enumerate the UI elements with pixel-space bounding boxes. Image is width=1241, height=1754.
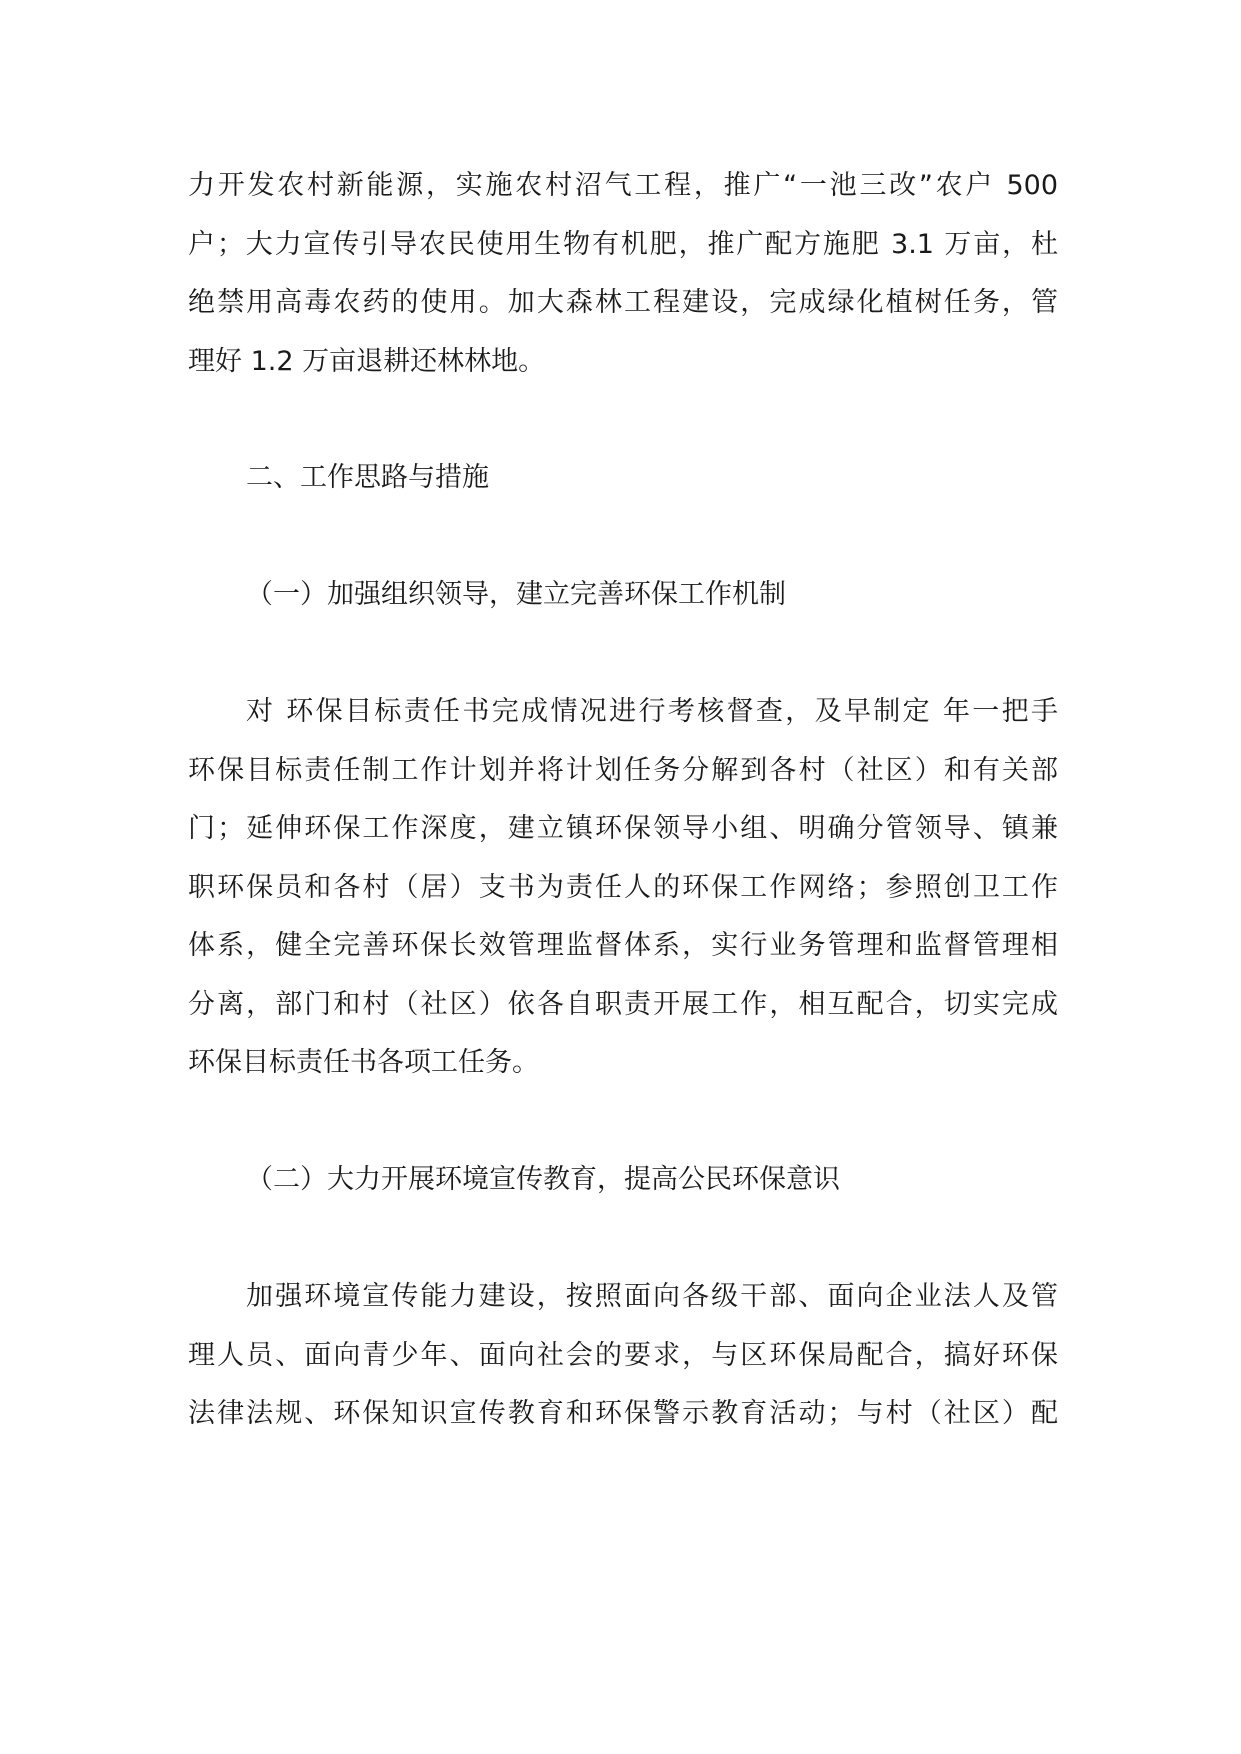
paragraph-line: 职环保员和各村（居）支书为责任人的环保工作网络；参照创卫工作: [188, 872, 1058, 903]
paragraph-line: 法律法规、环保知识宣传教育和环保警示教育活动；与村（社区）配: [188, 1398, 1058, 1429]
paragraph-line: 绝禁用高毒农药的使用。加大森林工程建设，完成绿化植树任务，管: [188, 287, 1058, 318]
paragraph-line: 理人员、面向青少年、面向社会的要求，与区环保局配合，搞好环保: [188, 1340, 1058, 1371]
paragraph-line: 对 环保目标责任书完成情况进行考核督查，及早制定 年一把手: [246, 696, 1058, 727]
paragraph-line: 体系，健全完善环保长效管理监督体系，实行业务管理和监督管理相: [188, 930, 1058, 961]
paragraph-line: 环保目标责任制工作计划并将计划任务分解到各村（社区）和有关部: [188, 755, 1058, 786]
paragraph-line: 环保目标责任书各项工任务。: [188, 1047, 539, 1078]
paragraph-line: 加强环境宣传能力建设，按照面向各级干部、面向企业法人及管: [246, 1281, 1058, 1312]
paragraph-line: 力开发农村新能源，实施农村沼气工程，推广“一池三改”农户 500: [188, 170, 1058, 201]
subsection-heading: （一）加强组织领导，建立完善环保工作机制: [246, 579, 786, 610]
paragraph-line: 门；延伸环保工作深度，建立镇环保领导小组、明确分管领导、镇兼: [188, 813, 1058, 844]
paragraph-line: 理好 1.2 万亩退耕还林林地。: [188, 346, 546, 377]
paragraph-line: 户；大力宣传引导农民使用生物有机肥，推广配方施肥 3.1 万亩，杜: [188, 229, 1058, 260]
paragraph-line: 分离，部门和村（社区）依各自职责开展工作，相互配合，切实完成: [188, 989, 1058, 1020]
section-heading: 二、工作思路与措施: [246, 462, 489, 493]
subsection-heading: （二）大力开展环境宣传教育，提高公民环保意识: [246, 1164, 840, 1195]
